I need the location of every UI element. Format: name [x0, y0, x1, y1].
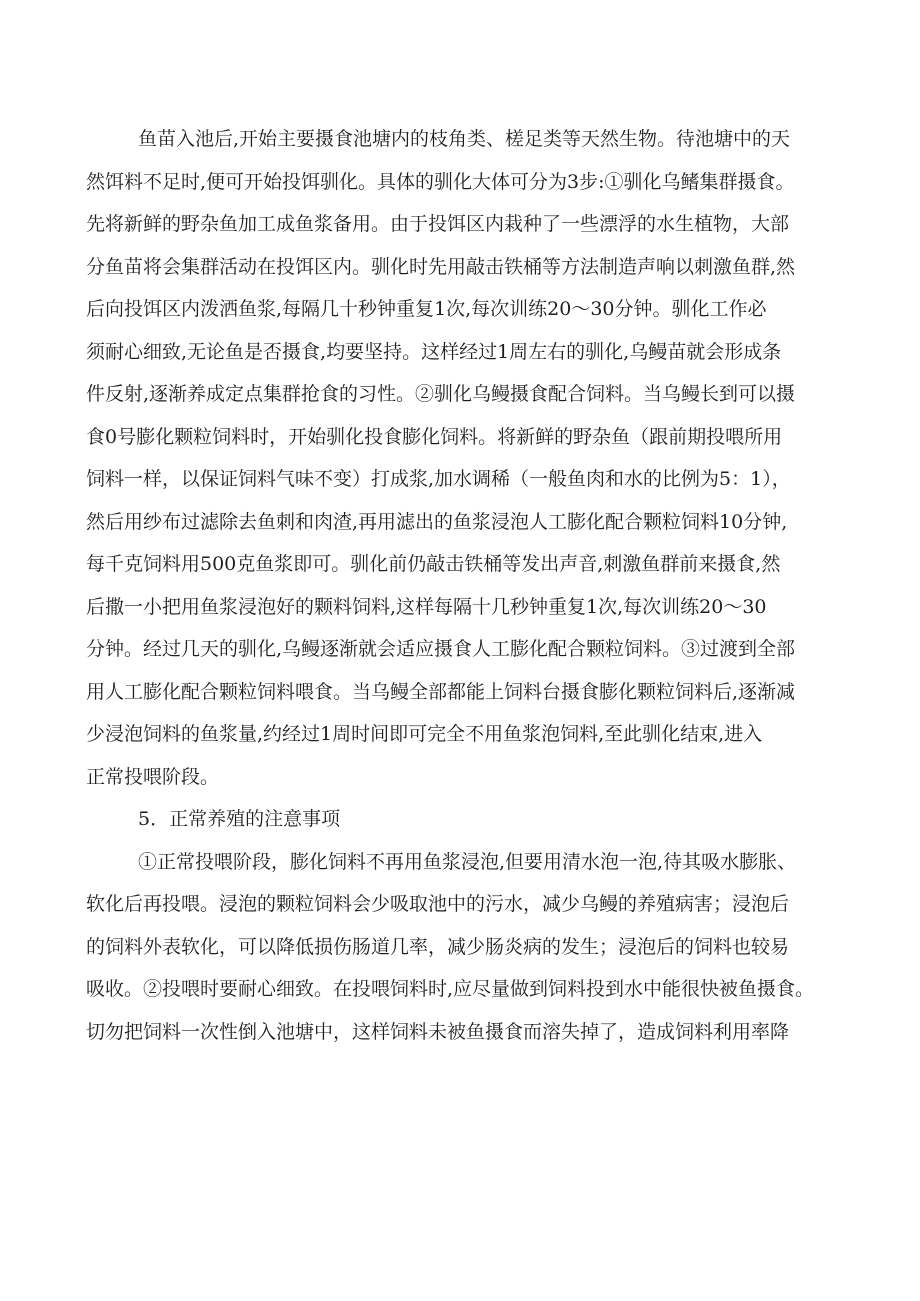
text-line: 食0号膨化颗粒饲料时，开始驯化投食膨化饲料。将新鲜的野杂鱼（跟前期投喂所用	[86, 425, 783, 448]
text-line: 的饲料外表软化，可以降低损伤肠道几率，减少肠炎病的发生；浸泡后的饲料也较易	[86, 935, 790, 958]
text-line: 然饵料不足时,便可开始投饵驯化。具体的驯化大体可分为3步:①驯化乌鳍集群摄食。	[86, 170, 795, 193]
text-line: 正常投喂阶段。	[86, 765, 220, 788]
text-line: 软化后再投喂。浸泡的颗粒饲料会少吸取池中的污水，减少乌鳗的养殖病害；浸泡后	[86, 893, 790, 915]
text-line: 每千克饲料用500克鱼浆即可。驯化前仍敲击铁桶等发出声音,刺激鱼群前来摄食,然	[86, 553, 781, 575]
text-line: 分鱼苗将会集群活动在投饵区内。驯化时先用敲击铁桶等方法制造声响以刺激鱼群,然	[86, 255, 796, 278]
text-line: 分钟。经过几天的驯化,乌鳗逐渐就会适应摄食人工膨化配合颗粒饲料。③过渡到全部	[86, 638, 796, 660]
text-line: 少浸泡饲料的鱼浆量,约经过1周时间即可完全不用鱼浆泡饲料,至此驯化结束,进入	[86, 723, 763, 745]
text-line: 用人工膨化配合颗粒饲料喂食。当乌鳗全部都能上饲料台摄食膨化颗粒饲料后,逐渐减	[86, 680, 796, 703]
text-line: 后向投饵区内泼洒鱼浆,每隔几十秒钟重复1次,每次训练20～30分钟。驯化工作必	[86, 298, 767, 320]
text-line: 后撒一小把用鱼浆浸泡好的颗料饲料,这样每隔十几秒钟重复1次,每次训练20～30	[86, 595, 767, 618]
text-line: 须耐心细致,无论鱼是否摄食,均要坚持。这样经过1周左右的驯化,乌鳗苗就会形成条	[86, 340, 782, 363]
section-heading: 5．正常养殖的注意事项	[138, 808, 341, 830]
text-line: ①正常投喂阶段，膨化饲料不再用鱼浆浸泡,但要用清水泡一泡,待其吸水膨胀、	[138, 850, 797, 873]
text-line: 件反射,逐渐养成定点集群抢食的习性。②驯化乌鳗摄食配合饲料。当乌鳗长到可以摄	[86, 383, 796, 405]
text-line: 吸收。②投喂时要耐心细致。在投喂饲料时,应尽量做到饲料投到水中能很快被鱼摄食。	[86, 978, 815, 1000]
paragraph-domestication	[86, 118, 834, 798]
text-line: 先将新鲜的野杂鱼加工成鱼浆备用。由于投饵区内栽种了一些漂浮的水生植物，大部	[86, 213, 790, 235]
text-line: 然后用纱布过滤除去鱼刺和肉渣,再用滤出的鱼浆浸泡人工膨化配合颗粒饲料10分钟,	[86, 510, 788, 533]
text-line: 切勿把饲料一次性倒入池塘中，这样饲料未被鱼摄食而溶失掉了，造成饲料利用率降	[86, 1020, 790, 1043]
text-line: 饲料一样，以保证饲料气味不变）打成浆,加水调稀（一般鱼肉和水的比例为5：1），	[86, 468, 791, 490]
text-line: 鱼苗入池后,开始主要摄食池塘内的枝角类、槎足类等天然生物。待池塘中的天	[138, 128, 791, 150]
paragraph-feeding-notes	[86, 841, 834, 1054]
document-body	[86, 118, 834, 1053]
